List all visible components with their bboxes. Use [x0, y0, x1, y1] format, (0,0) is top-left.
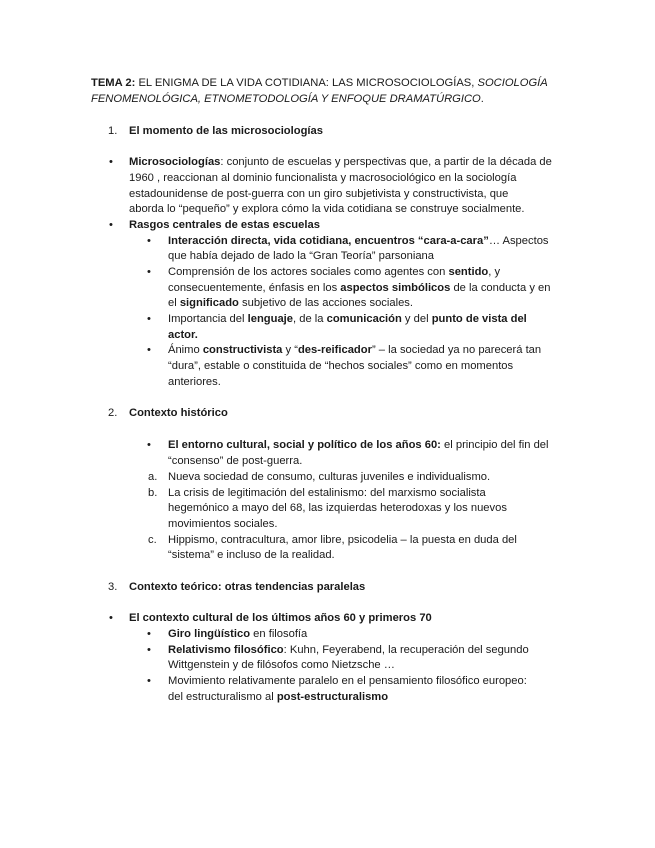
section-3-number: 3.: [108, 581, 118, 593]
contexto-heading: El contexto cultural de los últimos años 60 y primeros 70: [129, 612, 432, 624]
bullet-icon: •: [109, 219, 113, 231]
document-title: [91, 76, 581, 107]
relativismo-line-1: Relativismo filosófico: Kuhn, Feyerabend, la recuperación del segundo: [168, 644, 529, 656]
item-b-marker: b.: [148, 487, 158, 499]
rasgo-3-line-1: Importancia del lenguaje, de la comunicación y del punto de vista del: [168, 313, 527, 325]
item-c-line-2: “sistema” e incluso de la realidad.: [168, 549, 335, 561]
title-main: EL ENIGMA DE LA VIDA COTIDIANA: LAS MICROSOCIOLOGÍAS,: [135, 77, 478, 89]
item-b-line-3: movimientos sociales.: [168, 518, 278, 530]
item-c-marker: c.: [148, 534, 157, 546]
title-italic-1: SOCIOLOGÍA: [477, 77, 548, 89]
bullet-icon: •: [147, 439, 151, 451]
micro-line-1: Microsociologías: conjunto de escuelas y perspectivas que, a partir de la década de: [129, 156, 552, 168]
movimiento-line-2: del estructuralismo al post-estructuralismo: [168, 691, 389, 703]
item-a-line-1: Nueva sociedad de consumo, culturas juveniles e individualismo.: [168, 471, 491, 483]
rasgo-4-line-1: Ánimo constructivista y “des-reificador” – la sociedad ya no parecerá tan: [168, 344, 542, 356]
rasgo-2-line-1: Comprensión de los actores sociales como agentes con sentido, y: [168, 266, 501, 278]
bullet-icon: •: [147, 235, 151, 247]
title-italic-2: FENOMENOLÓGICA, ETNOMETODOLOGÍA Y ENFOQUE DRAMATÚRGICO: [91, 92, 481, 105]
entorno-line-1: El entorno cultural, social y político de los años 60: el principio del fin del: [168, 439, 549, 451]
giro-line: Giro lingüístico en filosofía: [168, 628, 308, 640]
bullet-icon: •: [147, 644, 151, 656]
movimiento-line-1: Movimiento relativamente paralelo en el pensamiento filosófico europeo:: [168, 675, 527, 687]
item-c-line-1: Hippismo, contracultura, amor libre, psicodelia – la puesta en duda del: [168, 534, 517, 546]
rasgo-4-line-3: anteriores.: [168, 376, 221, 388]
item-b-line-1: La crisis de legitimación del estalinismo: del marxismo socialista: [168, 487, 486, 499]
item-a-marker: a.: [148, 471, 158, 483]
section-3-heading: Contexto teórico: otras tendencias paralelas: [129, 581, 366, 593]
section-1-heading: El momento de las microsociologías: [129, 125, 323, 137]
bullet-icon: •: [147, 313, 151, 325]
section-2-heading: Contexto histórico: [129, 407, 228, 419]
micro-line-4: aborda lo “pequeño” y explora cómo la vida cotidiana se construye socialmente.: [129, 203, 525, 215]
bullet-icon: •: [147, 628, 151, 640]
item-b-line-2: hegemónico a mayo del 68, las izquierdas heterodoxas y los nuevos: [168, 502, 507, 514]
bullet-icon: •: [109, 156, 113, 168]
rasgos-heading: Rasgos centrales de estas escuelas: [129, 219, 320, 231]
micro-line-3: estadounidense de post-guerra con un giro subjetivista y constructivista, que: [129, 188, 509, 200]
rasgo-1-line-1: Interacción directa, vida cotidiana, encuentros “cara-a-cara”… Aspectos: [168, 235, 549, 247]
relativismo-line-2: Wittgenstein y de filósofos como Nietzsche …: [168, 659, 395, 671]
bullet-icon: •: [147, 344, 151, 356]
bullet-icon: •: [109, 612, 113, 624]
rasgo-2-line-3: el significado subjetivo de las acciones sociales.: [168, 297, 414, 309]
rasgo-2-line-2: consecuentemente, énfasis en los aspectos simbólicos de la conducta y en: [168, 282, 551, 294]
micro-line-2: 1960 , reaccionan al dominio funcionalista y macrosociológico en la sociología: [129, 172, 517, 184]
rasgo-3-line-2: actor.: [168, 329, 198, 341]
rasgo-1-line-2: que había dejado de lado la “Gran Teoría” parsoniana: [168, 250, 434, 262]
title-end: .: [480, 92, 484, 105]
bullet-icon: •: [147, 675, 151, 687]
title-prefix: TEMA 2:: [91, 77, 136, 89]
entorno-line-2: “consenso” de post-guerra.: [168, 455, 303, 467]
section-1-number: 1.: [108, 125, 118, 137]
bullet-icon: •: [147, 266, 151, 278]
section-2-number: 2.: [108, 407, 118, 419]
rasgo-4-line-2: “dura”, estable o constituida de “hechos sociales” como en momentos: [168, 360, 514, 372]
